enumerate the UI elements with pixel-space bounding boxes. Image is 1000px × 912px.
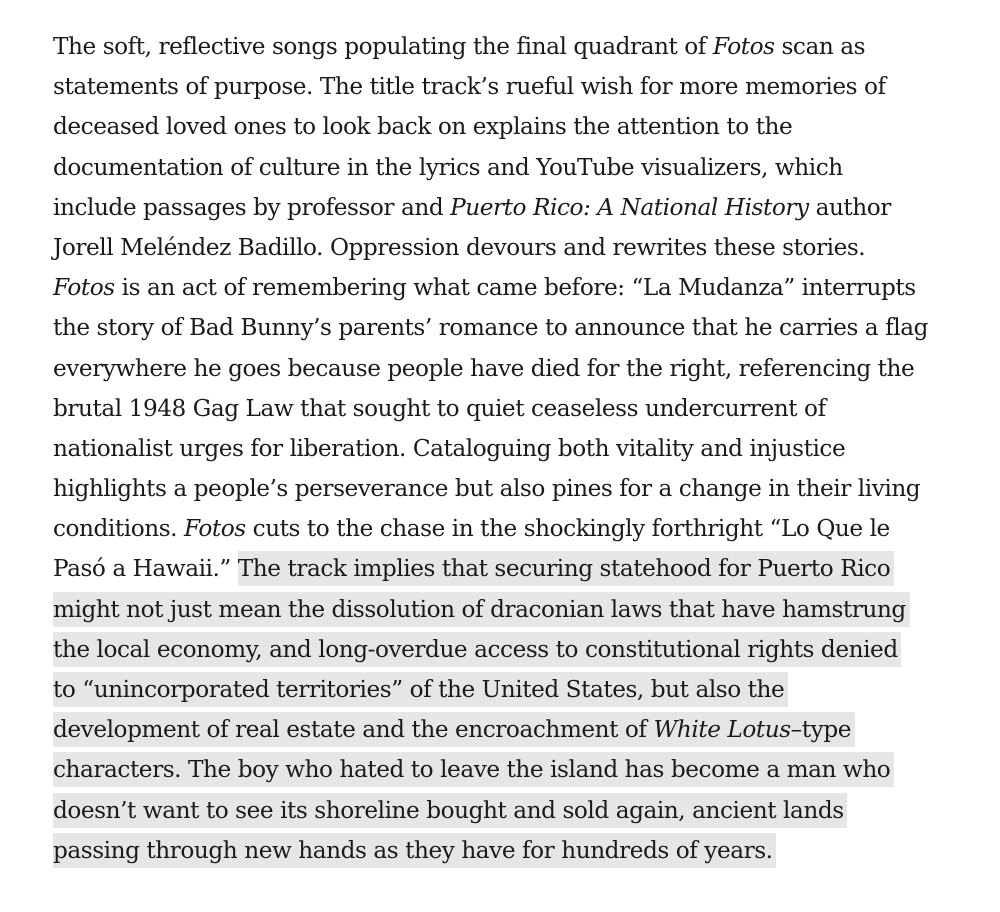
text-line (53, 107, 993, 147)
text-span: the story of Bad Bunny’s parents’ romance to announce that he carries a flag (53, 314, 928, 342)
article-paragraph (53, 27, 993, 871)
text-line (53, 670, 993, 710)
highlighted-text: development of real estate and the encroachment of (53, 712, 654, 747)
text-line (53, 67, 993, 107)
text-span: cuts to the chase in the shockingly forthright “Lo Que le (245, 515, 890, 543)
highlight-tail (844, 793, 848, 828)
text-line (53, 228, 993, 268)
highlight-tail (851, 712, 855, 747)
text-span: everywhere he goes because people have died for the right, referencing the (53, 354, 915, 382)
text-span: include passages by professor and (53, 193, 451, 221)
text-line (53, 831, 993, 871)
text-line (53, 308, 993, 348)
highlight-tail (906, 592, 910, 627)
highlighted-text: doesn’t want to see its shoreline bought and sold again, ancient lands (53, 793, 844, 828)
text-line (53, 268, 993, 308)
highlighted-text: to “unincorporated territories” of the United States, but also the (53, 672, 784, 707)
text-line (53, 27, 993, 67)
highlighted-text: the local economy, and long-overdue access to constitutional rights denied (53, 632, 898, 667)
highlighted-text: passing through new hands as they have for hundreds of years. (53, 833, 773, 868)
italic-title: Fotos (53, 274, 115, 302)
italic-title: Puerto Rico: A National History (450, 193, 809, 221)
text-span: author (808, 193, 891, 221)
text-line (53, 549, 993, 589)
text-line (53, 710, 993, 750)
highlighted-text: –type (791, 712, 851, 747)
text-span: Jorell Meléndez Badillo. Oppression devours and rewrites these stories. (53, 233, 866, 261)
italic-title: Fotos (184, 515, 246, 543)
text-span: is an act of remembering what came before: “La Mudanza” interrupts (114, 274, 916, 302)
highlight-tail (784, 672, 788, 707)
text-line (53, 148, 993, 188)
text-span: The soft, reflective songs populating the final quadrant of (53, 33, 713, 60)
text-span: scan as (774, 33, 866, 60)
highlighted-text: might not just mean the dissolution of draconian laws that have hamstrung (53, 592, 906, 627)
highlight-tail (890, 551, 894, 586)
text-span: highlights a people’s perseverance but also pines for a change in their living (53, 475, 921, 503)
text-line (53, 791, 993, 831)
text-line (53, 750, 993, 790)
text-line (53, 389, 993, 429)
text-line (53, 349, 993, 389)
text-span: Pasó a Hawaii.” (53, 555, 238, 583)
text-span: statements of purpose. The title track’s rueful wish for more memories of (53, 73, 886, 101)
text-line (53, 429, 993, 469)
text-line (53, 630, 993, 670)
text-span: conditions. (53, 515, 185, 543)
highlight-tail (898, 632, 902, 667)
highlight-tail (890, 752, 894, 787)
text-span: brutal 1948 Gag Law that sought to quiet ceaseless undercurrent of (53, 394, 826, 422)
text-line (53, 509, 993, 549)
text-span: documentation of culture in the lyrics and YouTube visualizers, which (53, 153, 843, 181)
text-line (53, 469, 993, 509)
highlight-tail (773, 833, 777, 868)
highlighted-text: The track implies that securing statehood for Puerto Rico (238, 551, 890, 586)
text-line (53, 188, 993, 228)
italic-title: Fotos (712, 33, 775, 60)
highlighted-text: White Lotus (654, 712, 791, 747)
text-span: nationalist urges for liberation. Cataloguing both vitality and injustice (53, 434, 846, 462)
text-span: deceased loved ones to look back on explains the attention to the (53, 113, 793, 141)
highlighted-text: characters. The boy who hated to leave the island has become a man who (53, 752, 890, 787)
text-line (53, 590, 993, 630)
